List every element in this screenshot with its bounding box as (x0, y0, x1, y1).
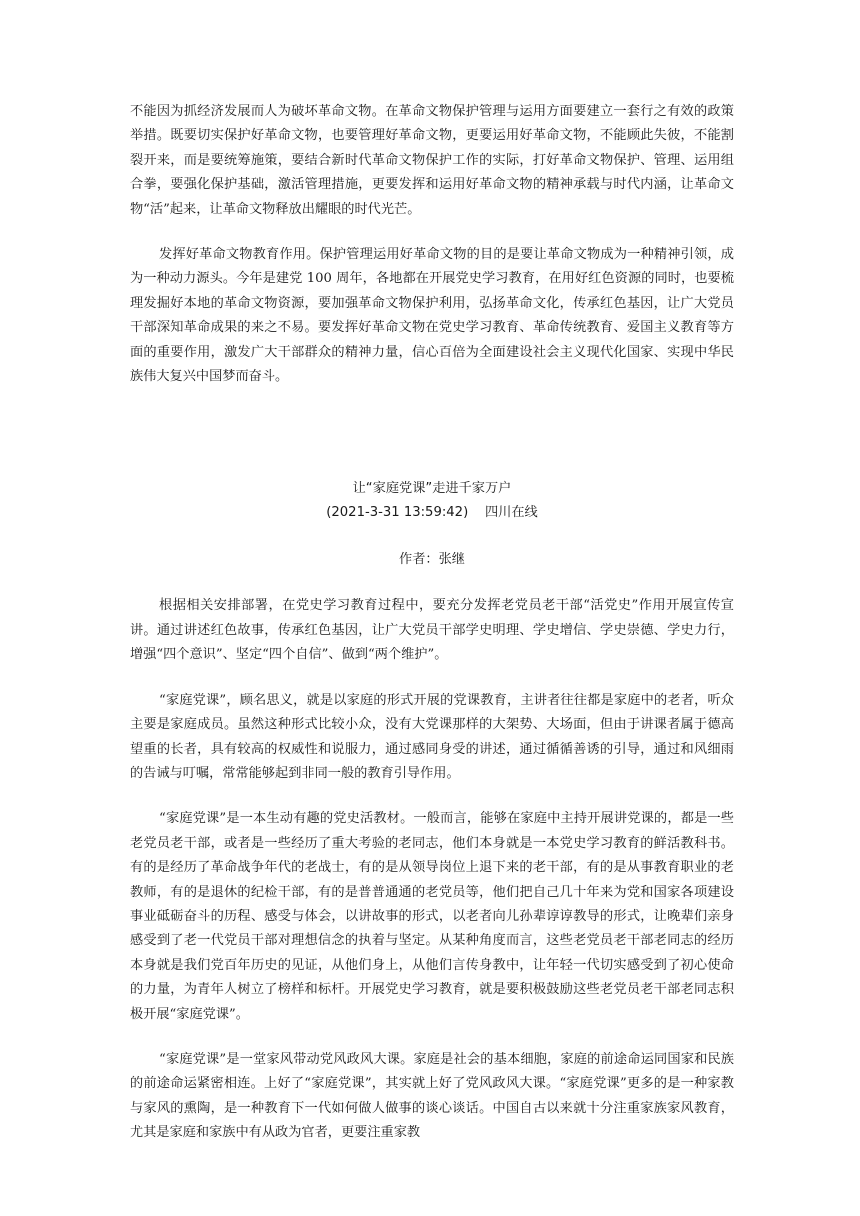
article-paragraph-3: “家庭党课”是一本生动有趣的党史活教材。一般而言，能够在家庭中主持开展讲党课的，都是一些老党员老干部，或者是一些经历了重大考验的老同志，他们本身就是一本党史学习教育的鲜活教科书。有的是经历了革命战争年代的老战士，有的是从领导岗位上退下来的老干部，有的是从事教育职业的老教师，有的是退休的纪检干部，有的是普普通通的老党员等，他们把自己几十年来为党和国家各项建设事业砥砺奋斗的历程、感受与体会，以讲故事的形式，以老者向儿孙辈谆谆教导的形式，让晚辈们亲身感受到了老一代党员干部对理想信念的执着与坚定。从某种角度而言，这些老党员老干部老同志的经历本身就是我们党百年历史的见证，从他们身上，从他们言传身教中，让年轻一代切实感受到了初心使命的力量，为青年人树立了榜样和标杆。开展党史学习教育，就是要积极鼓励这些老党员老干部老同志积极开展“家庭党课”。 (130, 811, 734, 1022)
intro-paragraph-2: 发挥好革命文物教育作用。保护管理运用好革命文物的目的是要让革命文物成为一种精神引领，成为一种动力源头。今年是建党 100 周年，各地都在开展党史学习教育，在用好红色资源的同时，也要梳理发掘好本地的革命文物资源，要加强革命文物保护利用，弘扬革命文化，传承红色基因，让广大党员干部深知革命成果的来之不易。要发挥好革命文物在党史学习教育、革命传统教育、爱国主义教育等方面的重要作用，激发广大干部群众的精神力量，信心百倍为全面建设社会主义现代化国家、实现中华民族伟大复兴中国梦而奋斗。 (130, 247, 734, 385)
article-title: 让“家庭党课”走进千家万户 (352, 481, 512, 497)
article-paragraph-1: 根据相关安排部署，在党史学习教育过程中，要充分发挥老党员老干部“活党史”作用开展宣传宣讲。通过讲述红色故事，传承红色基因，让广大党员干部学史明理、学史增信、学史崇德、学史力行，增强“四个意识”、坚定“四个自信”、做到“两个维护”。 (130, 598, 734, 663)
intro-paragraph-1: 不能因为抓经济发展而人为破坏革命文物。在革命文物保护管理与运用方面要建立一套行之有效的政策举措。既要切实保护好革命文物，也要管理好革命文物，更要运用好革命文物，不能顾此失彼，不能割裂开来，而是要统筹施策，要结合新时代革命文物保护工作的实际，打好革命文物保护、管理、运用组合拳，要强化保护基础，激活管理措施，更要发挥和运用好革命文物的精神承载与时代内涵，让革命文物“活”起来，让革命文物释放出耀眼的时代光芒。 (130, 104, 734, 217)
article-meta: (2021-3-31 13:59:42) 四川在线 (326, 505, 538, 521)
article-author: 作者：张继 (399, 552, 465, 568)
article-paragraph-2: “家庭党课”，顾名思义，就是以家庭的形式开展的党课教育，主讲者往往都是家庭中的老者，听众主要是家庭成员。虽然这种形式比较小众，没有大党课那样的大架势、大场面，但由于讲课者属于德高望重的长者，具有较高的权威性和说服力，通过感同身受的讲述，通过循循善诱的引导，通过和风细雨的告诫与叮嘱，常常能够起到非同一般的教育引导作用。 (130, 692, 734, 781)
article-paragraph-4: “家庭党课”是一堂家风带动党风政风大课。家庭是社会的基本细胞，家庭的前途命运同国家和民族的前途命运紧密相连。上好了“家庭党课”，其实就上好了党风政风大课。“家庭党课”更多的是一种家教与家风的熏陶，是一种教育下一代如何做人做事的谈心谈话。中国自古以来就十分注重家族家风教育，尤其是家庭和家族中有从政为官者，更要注重家教 (130, 1051, 734, 1141)
